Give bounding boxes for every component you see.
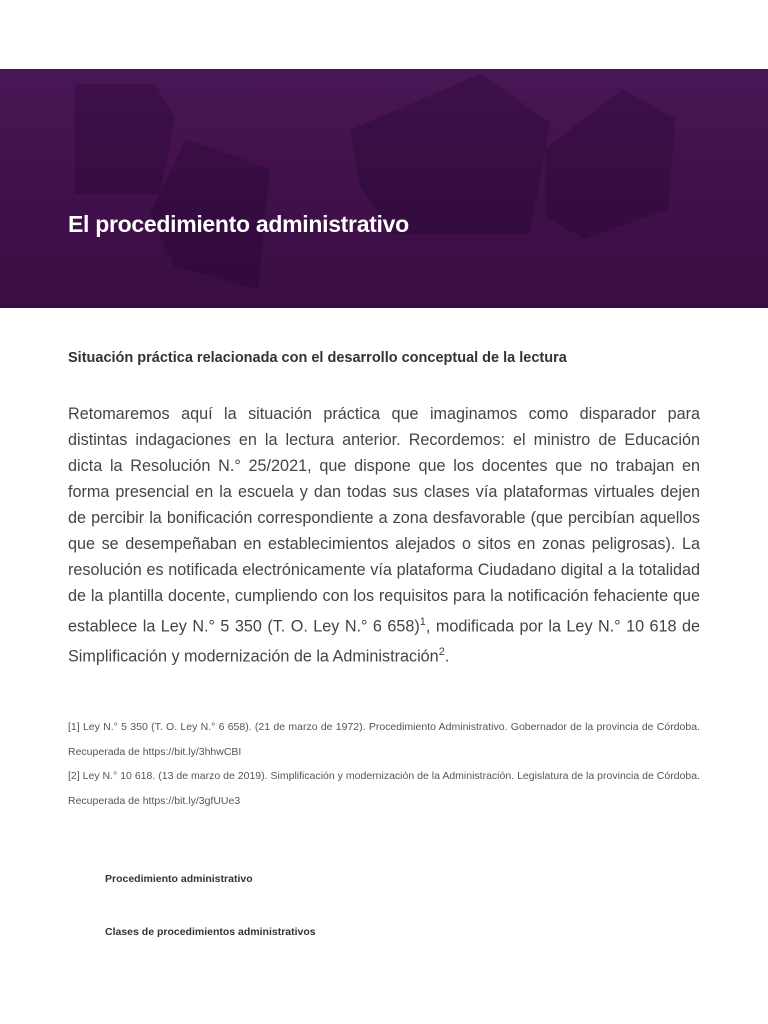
page-title: El procedimiento administrativo (68, 211, 409, 237)
footnote-ref-2[interactable]: 2 (438, 646, 445, 659)
footnotes (68, 715, 700, 813)
footnote-2: [2] Ley N.° 10 618. (13 de marzo de 2019). Simplificación y modernización de la Administración. Legislatura de la provincia de Córdoba. Recuperada de https://bit.ly/3gfUUe3 (68, 770, 700, 807)
nav-link-procedimiento-administrativo[interactable]: Procedimiento administrativo (105, 873, 253, 885)
section-subtitle: Situación práctica relacionada con el desarrollo conceptual de la lectura (68, 350, 567, 366)
footnote-1: [1] Ley N.° 5 350 (T. O. Ley N.° 6 658). (21 de marzo de 1972). Procedimiento Administrativo. Gobernador de la provincia de Córdoba. Recuperada de https://bit.ly/3hhwCBI (68, 721, 700, 758)
body-paragraph (68, 401, 700, 670)
footnote-ref-1[interactable]: 1 (419, 616, 426, 628)
paragraph-text: , modificada por la Ley N.° 10 618 de Simplificación y modernización de la Administración (68, 617, 700, 666)
banner-background-shape (545, 89, 675, 239)
paragraph-text: . (444, 647, 450, 666)
header-banner (0, 69, 768, 308)
paragraph-text: Retomaremos aquí la situación práctica que imaginamos como disparador para distintas indagaciones en la lectura anterior. Recordemos: el ministro de Educación dicta la Resolución N.° 25/2021, que dispone que los docentes que no trabajan en forma presencial en la escuela y dan todas sus clases vía plataformas virtuales dejen de percibir la bonificación correspondiente a zona desfavorable (que percibían aquellos que se desempeñaban en establecimientos alejados o sitos en zonas peligrosas). La resolución es notificada electrónicamente vía plataforma Ciudadano digital a la totalidad de la plantilla docente, cumpliendo con los requisitos para la notificación fehaciente que establece la Ley N.° 5 350 (T. O. Ley N.° 6 658) (68, 405, 700, 636)
banner-background-shape (75, 84, 175, 194)
banner-background-shape (350, 74, 550, 234)
nav-link-clases-de-procedimientos[interactable]: Clases de procedimientos administrativos (105, 926, 316, 938)
